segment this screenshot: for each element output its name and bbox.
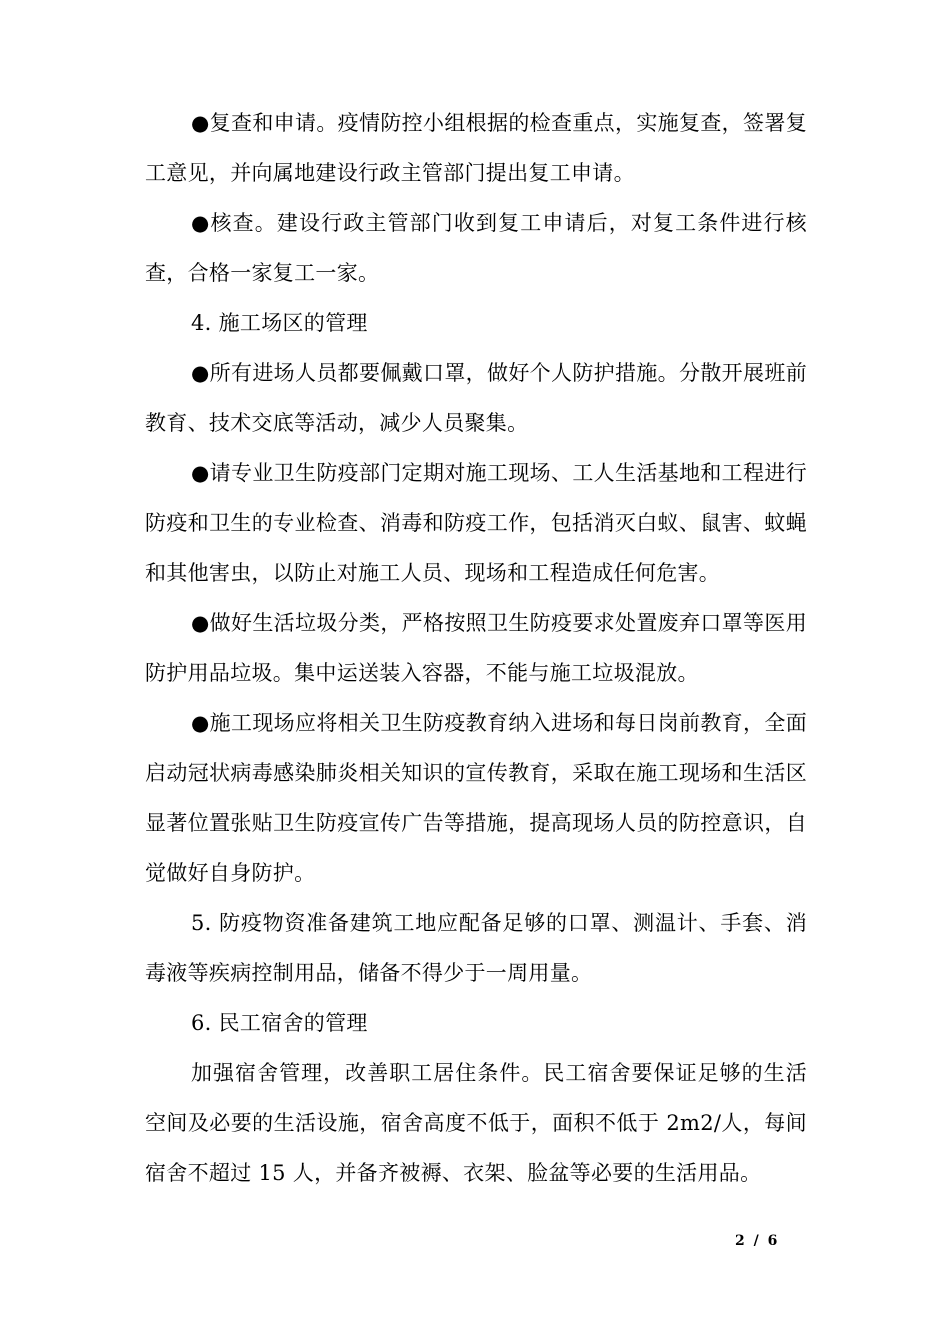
paragraph-masks: ●所有进场人员都要佩戴口罩，做好个人防护措施。分散开展班前教育、技术交底等活动，减少人员聚集。 [145, 361, 807, 435]
paragraph-waste-sorting: ●做好生活垃圾分类，严格按照卫生防疫要求处置废弃口罩等医用防护用品垃圾。集中运送装入容器，不能与施工垃圾混放。 [145, 611, 807, 685]
paragraph-education: ●施工现场应将相关卫生防疫教育纳入进场和每日岗前教育，全面启动冠状病毒感染肺炎相关知识的宣传教育，采取在施工现场和生活区显著位置张贴卫生防疫宣传广告等措施，提高现场人员的防控意识，自觉做好自身防护。 [145, 711, 807, 885]
paragraph-supplies: 5. 防疫物资准备建筑工地应配备足够的口罩、测温计、手套、消毒液等疾病控制用品，储备不得少于一周用量。 [145, 911, 807, 985]
paragraph-verification: ●核查。建设行政主管部门收到复工申请后，对复工条件进行核查，合格一家复工一家。 [145, 211, 807, 285]
section-heading-site-management: 4. 施工场区的管理 [191, 311, 368, 335]
paragraph-dormitory-conditions: 加强宿舍管理，改善职工居住条件。民工宿舍要保证足够的生活空间及必要的生活设施，宿舍高度不低于，面积不低于 2m2/人，每间宿舍不超过 15 人，并备齐被褥、衣架、脸盆等必要的生活用品。 [145, 1061, 807, 1185]
paragraph-sanitation-inspection: ●请专业卫生防疫部门定期对施工现场、工人生活基地和工程进行防疫和卫生的专业检查、消毒和防疫工作，包括消灭白蚁、鼠害、蚊蝇和其他害虫，以防止对施工人员、现场和工程造成任何危害。 [145, 461, 807, 585]
paragraph-recheck-apply: ●复查和申请。疫情防控小组根据的检查重点，实施复查，签署复工意见，并向属地建设行政主管部门提出复工申请。 [145, 111, 807, 185]
page-number: 2 / 6 [735, 1233, 780, 1249]
section-heading-dormitory: 6. 民工宿舍的管理 [191, 1011, 368, 1035]
document-body [145, 98, 807, 1198]
